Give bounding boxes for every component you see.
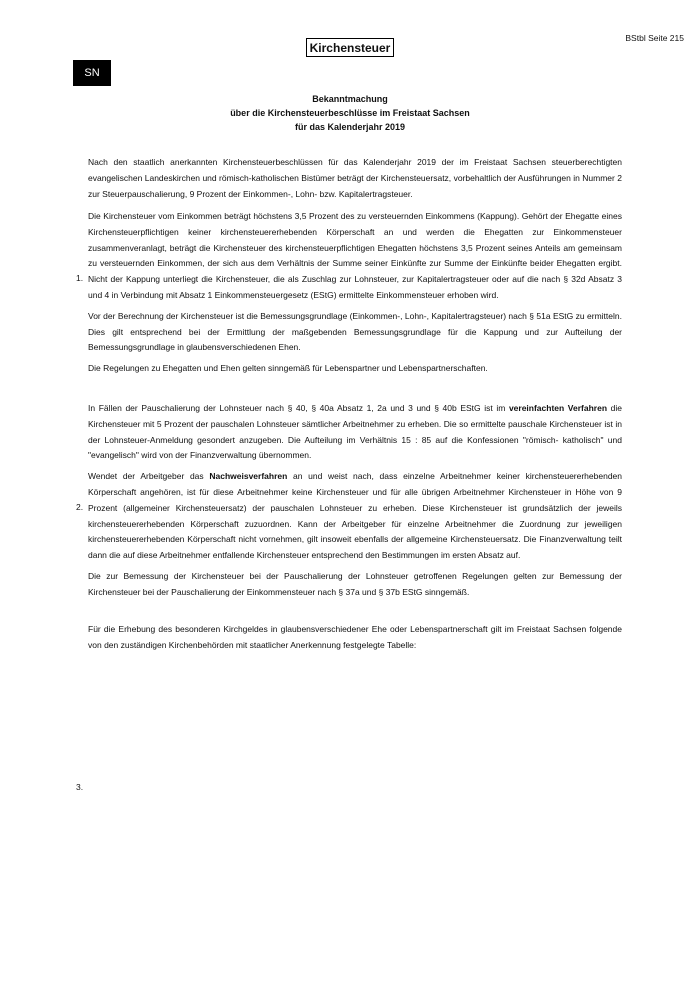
section-3-number: 3. <box>76 782 84 792</box>
section-2-p1-bold: vereinfachten Verfahren <box>508 403 608 413</box>
section-1-number: 1. <box>76 273 84 283</box>
title-line-3: für das Kalenderjahr 2019 <box>294 122 406 132</box>
header-title: Kirchensteuer <box>309 40 391 55</box>
state-badge-label: SN <box>84 67 100 79</box>
section-2-paragraph-3: Die zur Bemessung der Kirchensteuer bei der Pauschalierung der Lohnsteuer getroffenen Regelungen gelten zur Bemessung der Kirchensteuer bei der Pauschalierung der Einkommensteuer nach § 37a und § 37b EStG sinngemäß. <box>88 570 622 597</box>
section-2-p2-text-b: an und weist nach, dass einzelne Arbeitnehmer keiner kirchensteuererhebenden Körperschaft angehören, ist für diese Arbeitnehmer keine Kirchensteuer und für alle übrigen Arbeitnehmer Kirchensteuer in Höhe von 9 Prozent (allgemeiner Kirchensteuersatz) der pauschalen Lohnsteuer zu erheben. Diese Kirchensteuer ist grundsätzlich der jeweils kirchensteuererhebenden Körperschaft zuzuordnen. Kann der Arbeitgeber für einzelne Arbeitnehmer die Zuordnung zur jeweiligen kirchensteuererhebenden Körperschaft nicht vornehmen, gilt insoweit ebenfalls der allgemeine Kirchensteuersatz. Die Finanzverwaltung teilt dann die auf diese Arbeitnehmer entfallende Kirchensteuer entsprechend den Bestimmungen im ersten Absatz auf. <box>88 471 622 561</box>
section-2-paragraph-1 <box>88 401 622 464</box>
section-2 <box>88 401 622 606</box>
section-2-p2-bold: Nachweisverfahren <box>209 471 288 482</box>
section-2-number: 2. <box>76 502 84 512</box>
intro-section <box>88 155 622 207</box>
document-title <box>0 92 700 134</box>
section-2-p1-text-b: die Kirchensteuer mit 5 Prozent der pauschalen Lohnsteuer sämtlicher Arbeitnehmer zu erheben. Die so ermittelte pauschale Kirchensteuer ist in der Lohnsteuer-Anmeldung gesondert anzugeben. Die Aufteilung im Verhältnis 15 : 85 auf die Konfessionen "römisch- katholisch" und "evangelisch" wird von der Finanzverwaltung übernommen. <box>88 403 622 461</box>
header-title-box <box>306 38 394 57</box>
section-3 <box>88 622 622 659</box>
section-2-p2-text-a: Wendet der Arbeitgeber das <box>88 471 210 482</box>
section-1-paragraph-3: Die Regelungen zu Ehegatten und Ehen gelten sinngemäß für Lebenspartner und Lebenspartnerschaften. <box>88 363 488 374</box>
section-1-paragraph-2: Vor der Berechnung der Kirchensteuer ist die Bemessungsgrundlage (Einkommen-, Lohn-, Kapitalertragsteuer) nach § 51a EStG zu ermitteln. Dies gilt entsprechend bei der Ermittlung der maßgebenden Bemessungsgrundlage für die Kappung und zur Aufteilung der Bemessungsgrundlage in glaubensverschiedenen Ehen. <box>88 310 622 353</box>
state-badge <box>73 60 111 86</box>
title-line-2: über die Kirchensteuerbeschlüsse im Freistaat Sachsen <box>230 108 470 118</box>
section-2-p1-text-a: In Fällen der Pauschalierung der Lohnsteuer nach § 40, § 40a Absatz 1, 2a und 3 und § 40b EStG ist im <box>88 403 509 413</box>
section-1-paragraph-1: Die Kirchensteuer vom Einkommen beträgt höchstens 3,5 Prozent des zu versteuernden Einkommens (Kappung). Gehört der Ehegatte eines Kirchensteuerpflichtigen keiner kirchensteuererhebenden Körperschaft an und werden die Ehegatten zur Einkommensteuer zusammenveranlagt, beträgt die Kirchensteuer des kirchensteuerpflichtigen Ehegatten höchstens 3,5 Prozent seines Anteils am gemeinsam zu versteuernden Einkommen, der sich aus dem Verhältnis der Summe seiner Einkünfte zur Summe der Einkünfte beider Ehegatten ergibt. Nicht der Kappung unterliegt die Kirchensteuer, die als Zuschlag zur Lohnsteuer, zur Kapitalertragsteuer oder auf die nach § 32d Absatz 3 und 4 in Verbindung mit Absatz 1 Einkommensteuergesetz (EStG) ermittelte Einkommensteuer erhoben wird. <box>88 211 622 300</box>
section-2-paragraph-2 <box>88 469 622 564</box>
section-3-paragraph-1: Für die Erhebung des besonderen Kirchgeldes in glaubensverschiedener Ehe oder Lebenspartnerschaft gilt im Freistaat Sachsen folgende von den zuständigen Kirchenbehörden mit staatlicher Anerkennung festgelegte Tabelle: <box>88 624 622 650</box>
title-line-1: Bekanntmachung <box>312 94 388 104</box>
intro-paragraph: Nach den staatlich anerkannten Kirchensteuerbeschlüssen für das Kalenderjahr 2019 der im Freistaat Sachsen steuerberechtigten evangelischen Landeskirchen und römisch-katholischen Bistümer beträgt der Kirchensteuersatz, vorbehaltlich der Ausführungen in Nummer 2 zur Steuerpauschalierung, 9 Prozent der Einkommen-, Lohn- bzw. Kapitalertragsteuer. <box>88 157 622 199</box>
section-1 <box>88 209 622 382</box>
page-reference: BStbl Seite 215 <box>625 33 684 43</box>
